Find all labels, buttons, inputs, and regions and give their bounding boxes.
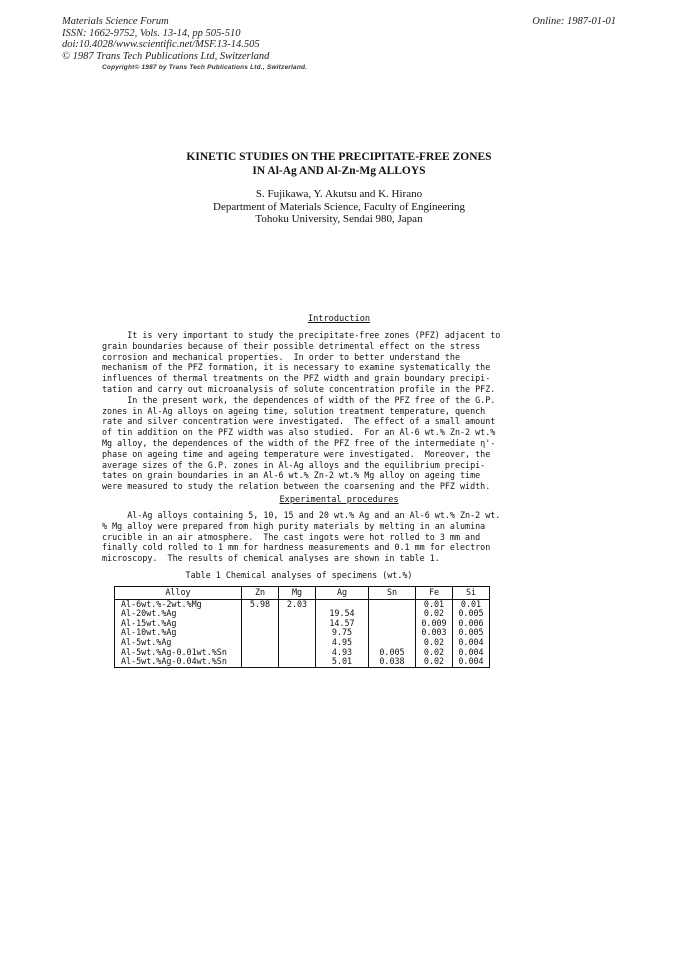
table-cell: Al-5wt.%Ag-0.01wt.%Sn xyxy=(115,648,242,658)
table-cell xyxy=(242,609,279,619)
table-cell: 0.005 xyxy=(453,628,490,638)
table-cell: Al-10wt.%Ag xyxy=(115,628,242,638)
table-cell xyxy=(369,628,416,638)
table-cell: 4.93 xyxy=(316,648,369,658)
column-header: Sn xyxy=(369,587,416,600)
affiliation-line-1: Department of Materials Science, Faculty of Engineering xyxy=(213,200,465,213)
table-cell: 0.004 xyxy=(453,648,490,658)
scanned-copyright: Copyright© 1987 by Trans Tech Publications Ltd., Switzerland. xyxy=(102,64,308,71)
table-caption: Table 1 Chemical analyses of specimens (wt.%) xyxy=(185,570,413,580)
authors: S. Fujikawa, Y. Akutsu and K. Hirano xyxy=(255,188,423,200)
table-cell: 0.005 xyxy=(369,648,416,658)
table-cell: 0.02 xyxy=(416,609,453,619)
table-cell xyxy=(242,619,279,629)
table-cell: 2.03 xyxy=(279,599,316,609)
doi-line: doi:10.4028/www.scientific.net/MSF.13-14.505 xyxy=(62,39,260,51)
table-cell xyxy=(369,609,416,619)
table-cell: 9.75 xyxy=(316,628,369,638)
table-header-row xyxy=(115,587,490,600)
table-cell xyxy=(279,609,316,619)
column-header: Zn xyxy=(242,587,279,600)
experimental-text: Al-Ag alloys containing 5, 10, 15 and 20 wt.% Ag and an Al-6 wt.% Zn-2 wt. % Mg alloy were prepared from high purity materials by melting in an alumina crucible in an air atmosphere. The cast ingots were hot rolled to 3 mm and finally cold rolled to 1 mm for hardness measurements and 0.1 mm for electron microscopy. The results of chemical analyses are shown in table 1. xyxy=(102,510,501,564)
table-cell xyxy=(279,648,316,658)
column-header: Ag xyxy=(316,587,369,600)
journal-name: Materials Science Forum xyxy=(62,16,169,27)
experimental-heading: Experimental procedures xyxy=(279,495,399,505)
table-cell: 0.02 xyxy=(416,638,453,648)
table-cell: 4.95 xyxy=(316,638,369,648)
author-block xyxy=(0,188,678,226)
table-cell xyxy=(369,599,416,609)
issn-line: ISSN: 1662-9752, Vols. 13-14, pp 505-510 xyxy=(62,27,241,39)
online-date: Online: 1987-01-01 xyxy=(532,16,616,27)
column-header: Alloy xyxy=(115,587,242,600)
table-cell: Al-6wt.%-2wt.%Mg xyxy=(115,599,242,609)
table-cell: 5.01 xyxy=(316,657,369,667)
table-cell xyxy=(279,638,316,648)
table-cell xyxy=(242,628,279,638)
table-cell: 0.004 xyxy=(453,657,490,667)
table-cell xyxy=(242,638,279,648)
table-cell: 0.02 xyxy=(416,648,453,658)
table-row xyxy=(115,657,490,667)
table-cell: 0.02 xyxy=(416,657,453,667)
chemical-analyses-table xyxy=(114,586,490,668)
table-cell: Al-5wt.%Ag xyxy=(115,638,242,648)
table-cell: 0.038 xyxy=(369,657,416,667)
affiliation-line-2: Tohoku University, Sendai 980, Japan xyxy=(255,213,423,226)
table-cell: Al-15wt.%Ag xyxy=(115,619,242,629)
table-cell: 0.01 xyxy=(416,599,453,609)
table-cell: 0.005 xyxy=(453,609,490,619)
table-cell: 0.01 xyxy=(453,599,490,609)
table-cell: Al-5wt.%Ag-0.04wt.%Sn xyxy=(115,657,242,667)
paper-title xyxy=(0,150,678,178)
table-cell xyxy=(242,648,279,658)
column-header: Fe xyxy=(416,587,453,600)
publisher-copyright: © 1987 Trans Tech Publications Ltd, Switzerland xyxy=(62,50,270,62)
table-cell: 0.006 xyxy=(453,619,490,629)
table-cell: 5.98 xyxy=(242,599,279,609)
introduction-text: It is very important to study the precipitate-free zones (PFZ) adjacent to grain boundaries because of their possible detrimental effect on the stress corrosion and mechanical properties. In order to better understand the mechanism of the PFZ formation, it is necessary to examine systematically the influences of thermal treatments on the PFZ width and grain boundary precipi- tation and carry out microanalysis of solute concentration profile in the PFZ. In the present work, the dependences of width of the PFZ free of the G.P. zones in Al-Ag alloys on ageing time, solution treatment temperature, quench rate and silver concentration were investigated. The effect of a small amount of tin addition on the PFZ width was also studied. For an Al-6 wt.% Zn-2 wt.% Mg alloy, the dependences of the width of the PFZ free of the intermediate η'- phase on ageing time and ageing temperature were investigated. Moreover, the average sizes of the G.P. zones in Al-Ag alloys and the equilibrium precipi- tates on grain boundaries in an Al-6 wt.% Zn-2 wt.% Mg alloy on ageing time were measured to study the relation between the coarsening and the PFZ width. xyxy=(102,330,501,492)
table-cell: 0.004 xyxy=(453,638,490,648)
title-line-2: IN Al-Ag AND Al-Zn-Mg ALLOYS xyxy=(252,165,426,177)
table-cell: 0.009 xyxy=(416,619,453,629)
table-cell xyxy=(279,628,316,638)
table-cell xyxy=(279,619,316,629)
table-cell: 19.54 xyxy=(316,609,369,619)
column-header: Si xyxy=(453,587,490,600)
title-line-1: KINETIC STUDIES ON THE PRECIPITATE-FREE ZONES xyxy=(186,151,492,163)
table-cell: Al-20wt.%Ag xyxy=(115,609,242,619)
journal-header xyxy=(62,16,269,62)
column-header: Mg xyxy=(279,587,316,600)
table-cell xyxy=(279,657,316,667)
table-cell xyxy=(369,619,416,629)
table-cell xyxy=(242,657,279,667)
table-cell: 14.57 xyxy=(316,619,369,629)
introduction-heading: Introduction xyxy=(307,314,371,324)
table-cell: 0.003 xyxy=(416,628,453,638)
